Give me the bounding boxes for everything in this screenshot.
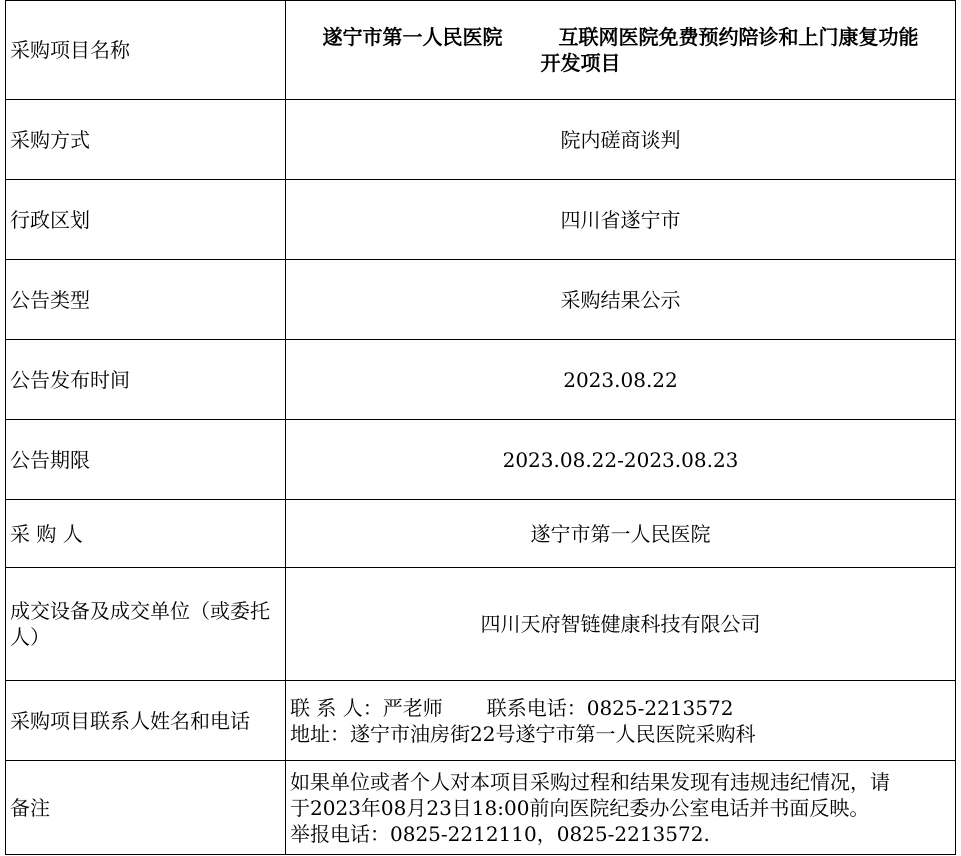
- row-winning-supplier: [6, 568, 956, 681]
- contact-address: 地址：遂宁市油房街22号遂宁市第一人民医院采购科: [290, 721, 756, 746]
- value-winning-supplier: 四川天府智链健康科技有限公司: [286, 568, 956, 681]
- label-purchaser: 采 购 人: [6, 500, 286, 568]
- project-name-part1: 遂宁市第一人民医院: [322, 25, 503, 49]
- value-notice-period: 2023.08.22-2023.08.23: [286, 420, 956, 500]
- label-publish-time: 公告发布时间: [6, 340, 286, 420]
- label-notice-period: 公告期限: [6, 420, 286, 500]
- label-remarks: 备注: [6, 761, 286, 855]
- contact-phone: 联系电话：0825-2213572: [486, 695, 734, 720]
- project-name-part3: 开发项目: [540, 51, 621, 75]
- value-contact: [286, 681, 956, 761]
- value-project-name: [286, 1, 956, 100]
- value-publish-time: 2023.08.22: [286, 340, 956, 420]
- remarks-line-3: 举报电话：0825-2212110，0825-2213572.: [290, 821, 710, 846]
- label-winning-supplier: 成交设备及成交单位（或委托人）: [6, 568, 286, 681]
- value-purchaser: 遂宁市第一人民医院: [286, 500, 956, 568]
- label-contact: 采购项目联系人姓名和电话: [6, 681, 286, 761]
- value-admin-region: 四川省遂宁市: [286, 180, 956, 260]
- label-procurement-method: 采购方式: [6, 100, 286, 180]
- remarks-line-2: 于2023年08月23日18:00前向医院纪委办公室电话并书面反映。: [290, 795, 870, 820]
- value-procurement-method: 院内磋商谈判: [286, 100, 956, 180]
- project-name-part2: 互联网医院免费预约陪诊和上门康复功能: [558, 25, 919, 49]
- row-procurement-method: [6, 100, 956, 180]
- label-notice-type: 公告类型: [6, 260, 286, 340]
- row-notice-type: [6, 260, 956, 340]
- value-remarks: [286, 761, 956, 855]
- row-publish-time: [6, 340, 956, 420]
- remarks-line-1: 如果单位或者个人对本项目采购过程和结果发现有违规违纪情况，请: [290, 769, 890, 794]
- value-notice-type: 采购结果公示: [286, 260, 956, 340]
- contact-person: 联 系 人：严老师: [290, 695, 443, 720]
- label-admin-region: 行政区划: [6, 180, 286, 260]
- row-notice-period: [6, 420, 956, 500]
- row-purchaser: [6, 500, 956, 568]
- row-contact: [6, 681, 956, 761]
- label-project-name: 采购项目名称: [6, 1, 286, 100]
- row-admin-region: [6, 180, 956, 260]
- procurement-result-table: [5, 0, 956, 855]
- row-remarks: [6, 761, 956, 855]
- row-project-name: [6, 1, 956, 100]
